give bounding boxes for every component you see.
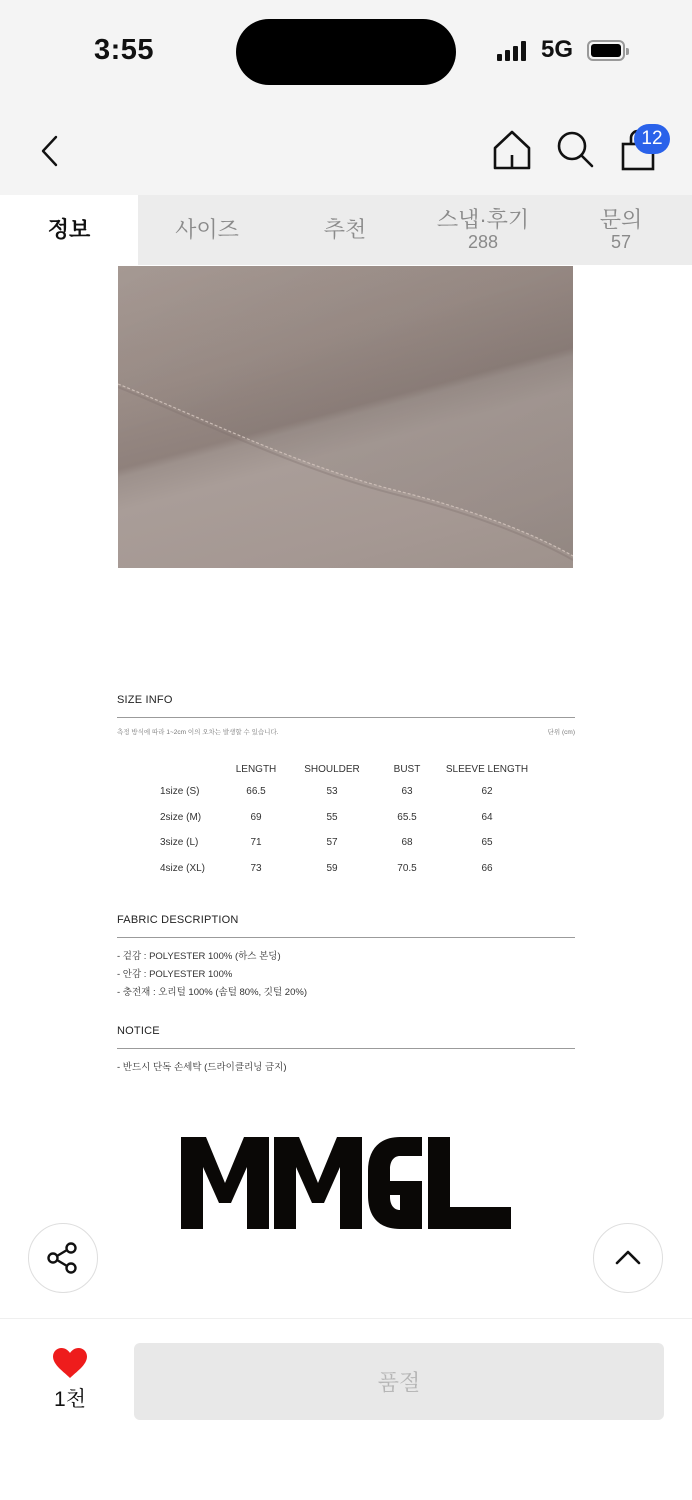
battery-icon bbox=[587, 40, 625, 61]
heart-icon bbox=[52, 1347, 88, 1379]
table-header bbox=[150, 760, 222, 779]
top-nav-bar bbox=[0, 105, 692, 195]
fabric-stitch-detail bbox=[118, 266, 573, 568]
fabric-item: - 충전재 : 오리털 100% (솜털 80%, 깃털 20%) bbox=[117, 987, 307, 998]
search-icon bbox=[554, 128, 598, 172]
notice-item: - 반드시 단독 손세탁 (드라이클리닝 금지) bbox=[117, 1062, 287, 1073]
cart-badge: 12 bbox=[634, 124, 670, 154]
back-button[interactable] bbox=[34, 131, 64, 171]
bust-value: 63 bbox=[401, 786, 413, 798]
fabric-item: - 안감 : POLYESTER 100% bbox=[117, 969, 233, 980]
size-label: 3size (L) bbox=[160, 837, 199, 849]
divider bbox=[117, 937, 575, 938]
bust-value: 70.5 bbox=[397, 862, 417, 874]
sleeve-value: 64 bbox=[481, 811, 493, 823]
size-label: 1size (S) bbox=[160, 786, 200, 798]
divider bbox=[117, 717, 575, 718]
notice-section bbox=[117, 1021, 575, 1077]
sleeve-value: 65 bbox=[481, 837, 493, 849]
share-icon bbox=[45, 1240, 81, 1276]
like-count: 1천 bbox=[54, 1388, 86, 1411]
table-header: LENGTH bbox=[235, 764, 277, 775]
bust-value: 68 bbox=[401, 837, 413, 849]
table-row bbox=[150, 779, 534, 805]
section-title: SIZE INFO bbox=[117, 694, 173, 706]
size-info-section bbox=[117, 690, 575, 736]
sleeve-value: 66 bbox=[481, 862, 493, 874]
chevron-left-icon bbox=[34, 131, 64, 171]
dynamic-island bbox=[236, 19, 456, 85]
tab-recommend[interactable] bbox=[276, 195, 414, 265]
section-title: NOTICE bbox=[117, 1025, 160, 1037]
fabric-description-section bbox=[117, 910, 575, 1002]
table-header: SHOULDER bbox=[304, 764, 360, 775]
length-value: 73 bbox=[250, 862, 262, 874]
brand-logo bbox=[178, 1133, 514, 1233]
size-label: 2size (M) bbox=[160, 811, 202, 823]
like-button[interactable] bbox=[40, 1347, 100, 1417]
unit-label: 단위 (cm) bbox=[547, 729, 575, 736]
home-icon bbox=[490, 128, 534, 172]
divider bbox=[117, 1048, 575, 1049]
table-header: SLEEVE LENGTH bbox=[445, 764, 529, 775]
length-value: 66.5 bbox=[246, 786, 266, 798]
table-header-row bbox=[150, 760, 534, 779]
length-value: 71 bbox=[250, 837, 262, 849]
chevron-up-icon bbox=[613, 1248, 643, 1268]
tab-count: 288 bbox=[467, 232, 499, 253]
sold-out-button[interactable]: 품절 bbox=[134, 1343, 664, 1420]
table-row bbox=[150, 805, 534, 831]
table-header: BUST bbox=[393, 764, 421, 775]
fabric-item: - 겉감 : POLYESTER 100% (하스 본딩) bbox=[117, 951, 281, 962]
tab-label: 추천 bbox=[323, 217, 367, 243]
tab-count: 57 bbox=[610, 232, 632, 253]
status-bar bbox=[0, 0, 692, 105]
tab-label: 사이즈 bbox=[175, 217, 239, 243]
search-button[interactable] bbox=[554, 128, 598, 172]
tab-label: 스냅·후기 bbox=[436, 207, 530, 232]
shoulder-value: 57 bbox=[326, 837, 338, 849]
product-tabs bbox=[0, 195, 692, 265]
product-detail-image bbox=[118, 266, 573, 568]
shoulder-value: 53 bbox=[326, 786, 338, 798]
network-type: 5G bbox=[541, 36, 574, 63]
table-row bbox=[150, 856, 534, 882]
share-button[interactable] bbox=[28, 1223, 98, 1293]
signal-icon bbox=[497, 41, 526, 61]
tab-inquiry[interactable] bbox=[552, 195, 690, 265]
home-button[interactable] bbox=[490, 128, 534, 172]
bottom-action-bar bbox=[0, 1318, 692, 1500]
status-time: 3:55 bbox=[94, 34, 155, 66]
tab-snap-review[interactable] bbox=[414, 195, 552, 265]
tab-info[interactable] bbox=[0, 195, 138, 265]
sleeve-value: 62 bbox=[481, 786, 493, 798]
length-value: 69 bbox=[250, 811, 262, 823]
size-table bbox=[150, 760, 534, 881]
shoulder-value: 59 bbox=[326, 862, 338, 874]
table-row bbox=[150, 830, 534, 856]
tab-label: 문의 bbox=[599, 207, 643, 232]
scroll-to-top-button[interactable] bbox=[593, 1223, 663, 1293]
section-title: FABRIC DESCRIPTION bbox=[117, 914, 239, 926]
shoulder-value: 55 bbox=[326, 811, 338, 823]
bust-value: 65.5 bbox=[397, 811, 417, 823]
size-label: 4size (XL) bbox=[160, 862, 206, 874]
tab-label: 정보 bbox=[47, 217, 91, 243]
measurement-note: 측정 방식에 따라 1~2cm 이의 오차는 발생할 수 있습니다. bbox=[117, 729, 279, 736]
tab-size[interactable] bbox=[138, 195, 276, 265]
